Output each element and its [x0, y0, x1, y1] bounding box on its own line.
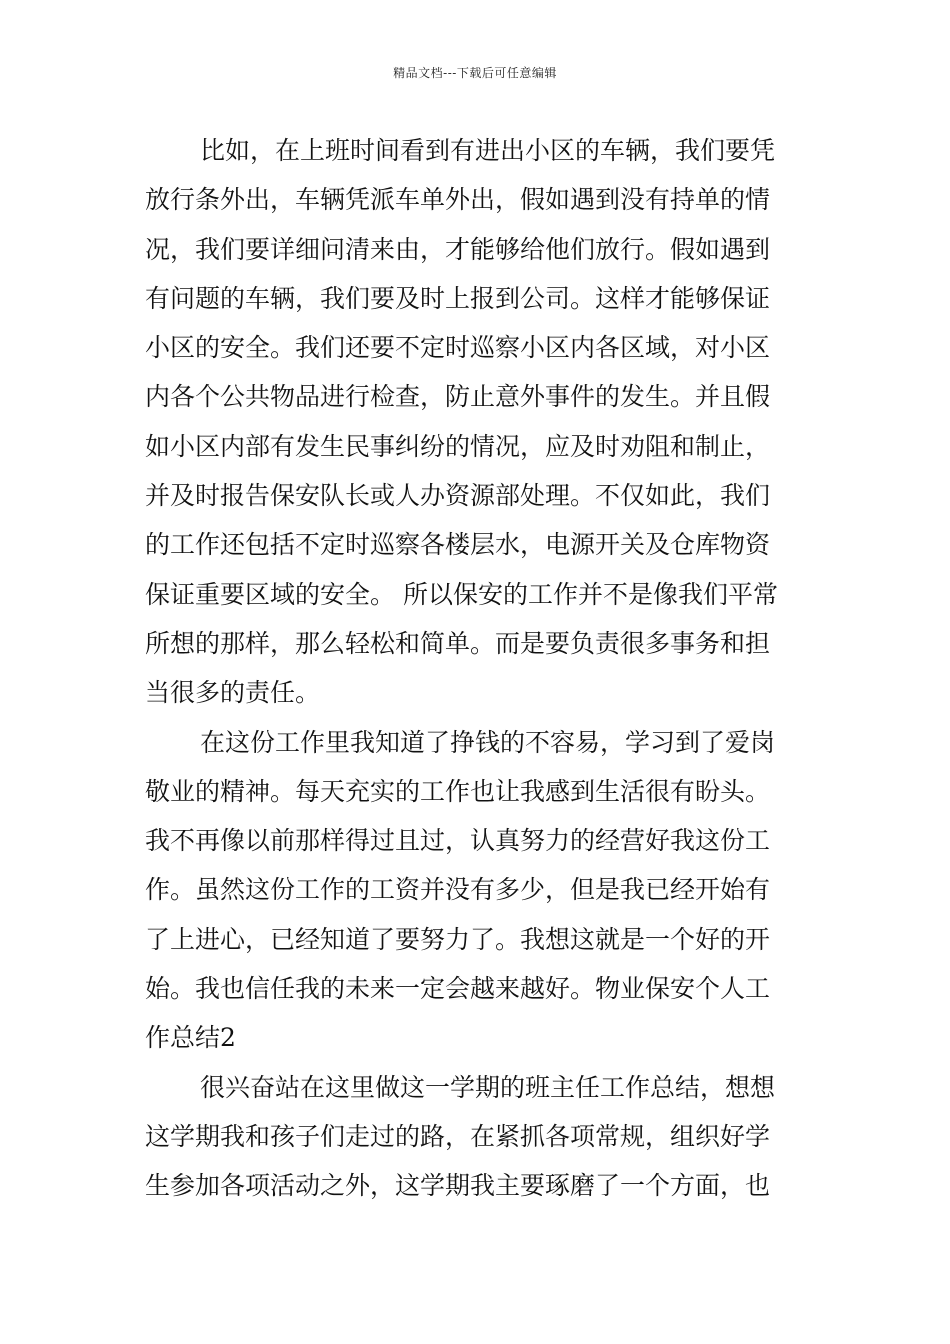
paragraph-line: 作总结2 [145, 1023, 236, 1053]
paragraph-line: 这学期我和孩子们走过的路，在紧抓各项常规，组织好学 [145, 1121, 771, 1151]
paragraph-line: 保证重要区域的安全。 所以保安的工作并不是像我们平常 [145, 579, 778, 609]
paragraph-line: 敬业的精神。每天充实的工作也让我感到生活很有盼头。 [145, 776, 771, 806]
page-header: 精品文档---下载后可任意编辑 [393, 66, 557, 80]
paragraph-line: 生参加各项活动之外，这学期我主要琢磨了一个方面，也 [145, 1171, 771, 1201]
document-body [145, 126, 805, 1211]
paragraph-line: 在这份工作里我知道了挣钱的不容易，学习到了爱岗 [200, 727, 776, 757]
paragraph-line: 况，我们要详细问清来由，才能够给他们放行。假如遇到 [145, 234, 771, 264]
paragraph-line: 比如，在上班时间看到有进出小区的车辆，我们要凭 [200, 136, 776, 165]
paragraph-line: 所想的那样，那么轻松和简单。而是要负责很多事务和担 [145, 628, 771, 658]
paragraph-line: 并及时报告保安队长或人办资源部处理。不仅如此，我们 [145, 481, 771, 511]
paragraph-line: 我不再像以前那样得过且过，认真努力的经营好我这份工 [145, 826, 771, 856]
paragraph-line: 有问题的车辆，我们要及时上报到公司。这样才能够保证 [145, 283, 771, 313]
paragraph-line: 小区的安全。我们还要不定时巡察小区内各区域，对小区 [145, 333, 771, 363]
paragraph-line: 的工作还包括不定时巡察各楼层水，电源开关及仓库物资 [145, 530, 771, 560]
paragraph-line: 了上进心，已经知道了要努力了。我想这就是一个好的开 [145, 924, 771, 954]
paragraph-line: 始。我也信任我的未来一定会越来越好。物业保安个人工 [145, 974, 771, 1004]
paragraph-line: 作。虽然这份工作的工资并没有多少，但是我已经开始有 [145, 875, 771, 905]
paragraph-line: 放行条外出，车辆凭派车单外出，假如遇到没有持单的情 [145, 185, 771, 215]
paragraph-line: 当很多的责任。 [145, 678, 321, 708]
paragraph-line: 内各个公共物品进行检查，防止意外事件的发生。并且假 [145, 382, 771, 412]
paragraph-line: 很兴奋站在这里做这一学期的班主任工作总结，想想 [200, 1072, 776, 1102]
paragraph-line: 如小区内部有发生民事纠纷的情况，应及时劝阻和制止， [145, 431, 771, 461]
